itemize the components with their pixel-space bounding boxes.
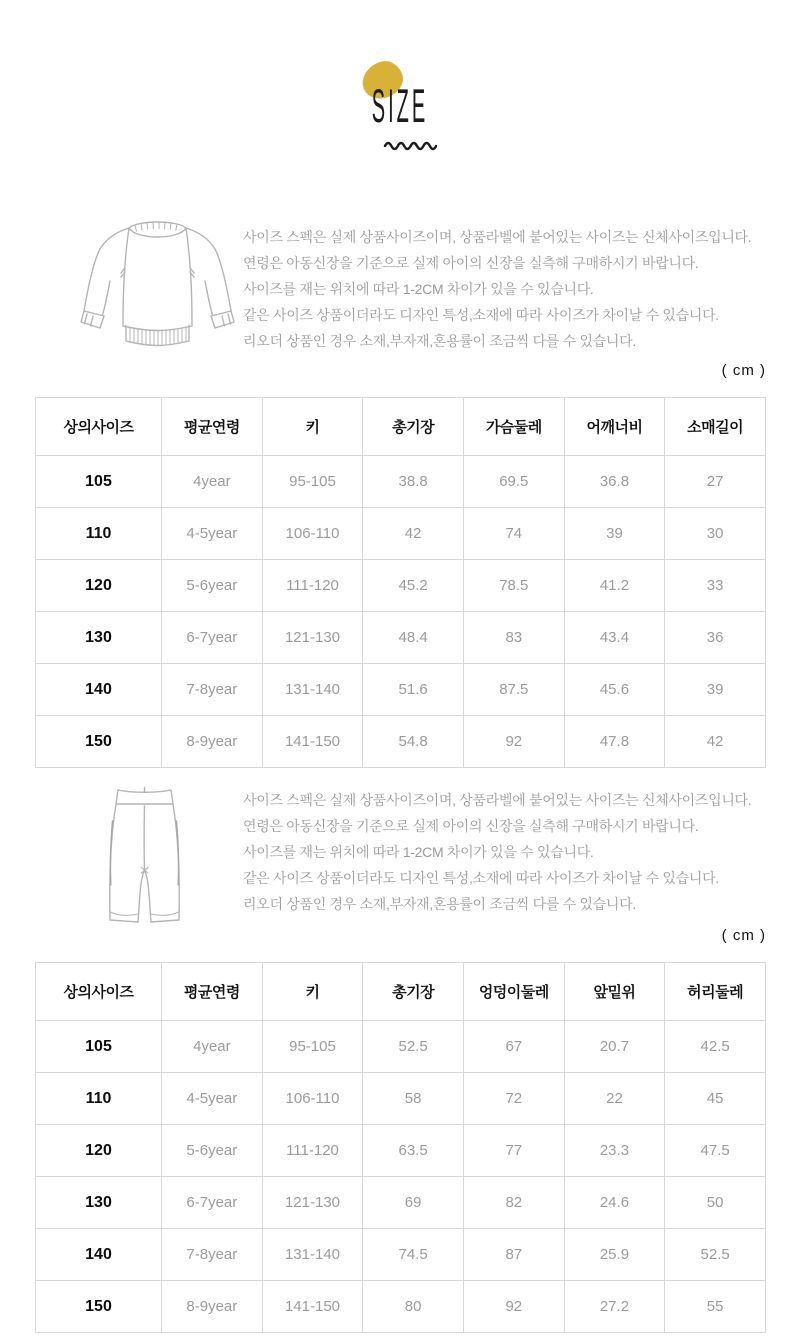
table-header-row [36, 963, 766, 1021]
size-logo [0, 0, 800, 170]
column-header: 소매길이 [665, 398, 766, 456]
measurement-cell: 27.2 [564, 1281, 665, 1333]
measurement-cell: 69.5 [463, 456, 564, 508]
note-line: 리오더 상품인 경우 소재,부자재,혼용률이 조금씩 다를 수 있습니다. [243, 896, 636, 912]
measurement-cell: 27 [665, 456, 766, 508]
table-row [36, 1177, 766, 1229]
note-line: 사이즈를 재는 위치에 따라 1-2CM 차이가 있을 수 있습니다. [243, 281, 594, 297]
measurement-cell: 6-7year [162, 612, 263, 664]
measurement-cell: 141-150 [262, 716, 363, 768]
measurement-cell: 8-9year [162, 1281, 263, 1333]
measurement-cell: 38.8 [363, 456, 464, 508]
measurement-cell: 131-140 [262, 1229, 363, 1281]
note-line: 사이즈 스펙은 실제 상품사이즈이며, 상품라벨에 붙어있는 사이즈는 신체사이즈입니다. [243, 792, 752, 808]
measurement-cell: 36 [665, 612, 766, 664]
measurement-cell: 6-7year [162, 1177, 263, 1229]
measurement-cell: 33 [665, 560, 766, 612]
note-line: 리오더 상품인 경우 소재,부자재,혼용률이 조금씩 다를 수 있습니다. [243, 333, 636, 349]
column-header: 키 [262, 963, 363, 1021]
measurement-cell: 23.3 [564, 1125, 665, 1177]
table-row [36, 1281, 766, 1333]
measurement-cell: 74 [463, 508, 564, 560]
column-header: 허리둘레 [665, 963, 766, 1021]
measurement-cell: 95-105 [262, 1021, 363, 1073]
row-size-label: 105 [36, 456, 162, 508]
table-row [36, 612, 766, 664]
table-row [36, 508, 766, 560]
row-size-label: 140 [36, 1229, 162, 1281]
measurement-cell: 39 [665, 664, 766, 716]
table-row [36, 1073, 766, 1125]
unit-label: ( cm ) [721, 362, 766, 379]
measurement-cell: 72 [463, 1073, 564, 1125]
table-body [36, 456, 766, 768]
table-row [36, 664, 766, 716]
row-size-label: 150 [36, 1281, 162, 1333]
measurement-cell: 5-6year [162, 1125, 263, 1177]
measurement-cell: 95-105 [262, 456, 363, 508]
measurement-cell: 7-8year [162, 1229, 263, 1281]
measurement-cell: 51.6 [363, 664, 464, 716]
tops-size-table [35, 397, 766, 768]
measurement-cell: 39 [564, 508, 665, 560]
measurement-cell: 58 [363, 1073, 464, 1125]
measurement-cell: 25.9 [564, 1229, 665, 1281]
column-header: 평균연령 [162, 963, 263, 1021]
row-size-label: 140 [36, 664, 162, 716]
column-header: 총기장 [363, 398, 464, 456]
measurement-cell: 8-9year [162, 716, 263, 768]
measurement-cell: 47.8 [564, 716, 665, 768]
measurement-cell: 36.8 [564, 456, 665, 508]
table-row [36, 456, 766, 508]
measurement-cell: 121-130 [262, 612, 363, 664]
measurement-cell: 77 [463, 1125, 564, 1177]
measurement-cell: 87.5 [463, 664, 564, 716]
note-line: 연령은 아동신장을 기준으로 실제 아이의 신장을 실측해 구매하시기 바랍니다. [243, 818, 699, 834]
measurement-cell: 50 [665, 1177, 766, 1229]
column-header: 가슴둘레 [463, 398, 564, 456]
row-size-label: 130 [36, 612, 162, 664]
measurement-cell: 78.5 [463, 560, 564, 612]
measurement-cell: 111-120 [262, 560, 363, 612]
measurement-cell: 45.6 [564, 664, 665, 716]
column-header: 평균연령 [162, 398, 263, 456]
bottoms-size-table [35, 962, 766, 1333]
measurement-cell: 82 [463, 1177, 564, 1229]
table-header-row [36, 398, 766, 456]
measurement-cell: 4year [162, 1021, 263, 1073]
measurement-cell: 47.5 [665, 1125, 766, 1177]
table-row [36, 1229, 766, 1281]
measurement-cell: 106-110 [262, 1073, 363, 1125]
measurement-cell: 45.2 [363, 560, 464, 612]
column-header: 엉덩이둘레 [463, 963, 564, 1021]
measurement-cell: 74.5 [363, 1229, 464, 1281]
table-row [36, 1021, 766, 1073]
wavy-underline-icon [383, 139, 437, 151]
row-size-label: 120 [36, 560, 162, 612]
measurement-cell: 106-110 [262, 508, 363, 560]
measurement-cell: 83 [463, 612, 564, 664]
row-size-label: 120 [36, 1125, 162, 1177]
measurement-cell: 41.2 [564, 560, 665, 612]
measurement-cell: 67 [463, 1021, 564, 1073]
measurement-cell: 55 [665, 1281, 766, 1333]
measurement-cell: 4year [162, 456, 263, 508]
measurement-cell: 45 [665, 1073, 766, 1125]
measurement-cell: 43.4 [564, 612, 665, 664]
measurement-cell: 63.5 [363, 1125, 464, 1177]
column-header: 앞밑위 [564, 963, 665, 1021]
measurement-cell: 111-120 [262, 1125, 363, 1177]
note-line: 사이즈 스펙은 실제 상품사이즈이며, 상품라벨에 붙어있는 사이즈는 신체사이즈입니다. [243, 229, 752, 245]
measurement-cell: 42.5 [665, 1021, 766, 1073]
column-header: 상의사이즈 [36, 398, 162, 456]
measurement-cell: 4-5year [162, 1073, 263, 1125]
table-row [36, 560, 766, 612]
row-size-label: 110 [36, 508, 162, 560]
column-header: 총기장 [363, 963, 464, 1021]
note-line: 같은 사이즈 상품이더라도 디자인 특성,소재에 따라 사이즈가 차이날 수 있습니다. [243, 870, 719, 886]
table-row [36, 716, 766, 768]
size-notes [243, 224, 751, 354]
measurement-cell: 54.8 [363, 716, 464, 768]
measurement-cell: 4-5year [162, 508, 263, 560]
measurement-cell: 5-6year [162, 560, 263, 612]
measurement-cell: 131-140 [262, 664, 363, 716]
measurement-cell: 121-130 [262, 1177, 363, 1229]
row-size-label: 130 [36, 1177, 162, 1229]
measurement-cell: 30 [665, 508, 766, 560]
table-body [36, 1021, 766, 1333]
size-notes [243, 787, 751, 917]
note-line: 연령은 아동신장을 기준으로 실제 아이의 신장을 실측해 구매하시기 바랍니다. [243, 255, 699, 271]
measurement-cell: 80 [363, 1281, 464, 1333]
logo-title: SIZE [371, 82, 429, 134]
measurement-cell: 24.6 [564, 1177, 665, 1229]
table-row [36, 1125, 766, 1177]
measurement-cell: 141-150 [262, 1281, 363, 1333]
measurement-cell: 42 [363, 508, 464, 560]
measurement-cell: 52.5 [363, 1021, 464, 1073]
measurement-cell: 48.4 [363, 612, 464, 664]
column-header: 상의사이즈 [36, 963, 162, 1021]
column-header: 어깨너비 [564, 398, 665, 456]
note-line: 같은 사이즈 상품이더라도 디자인 특성,소재에 따라 사이즈가 차이날 수 있습니다. [243, 307, 719, 323]
column-header: 키 [262, 398, 363, 456]
measurement-cell: 20.7 [564, 1021, 665, 1073]
measurement-cell: 69 [363, 1177, 464, 1229]
pants-illustration [92, 783, 197, 933]
row-size-label: 105 [36, 1021, 162, 1073]
measurement-cell: 52.5 [665, 1229, 766, 1281]
row-size-label: 110 [36, 1073, 162, 1125]
measurement-cell: 92 [463, 1281, 564, 1333]
note-line: 사이즈를 재는 위치에 따라 1-2CM 차이가 있을 수 있습니다. [243, 844, 594, 860]
measurement-cell: 22 [564, 1073, 665, 1125]
measurement-cell: 87 [463, 1229, 564, 1281]
row-size-label: 150 [36, 716, 162, 768]
sweatshirt-illustration [80, 215, 235, 355]
measurement-cell: 7-8year [162, 664, 263, 716]
unit-label: ( cm ) [721, 927, 766, 944]
measurement-cell: 92 [463, 716, 564, 768]
measurement-cell: 42 [665, 716, 766, 768]
